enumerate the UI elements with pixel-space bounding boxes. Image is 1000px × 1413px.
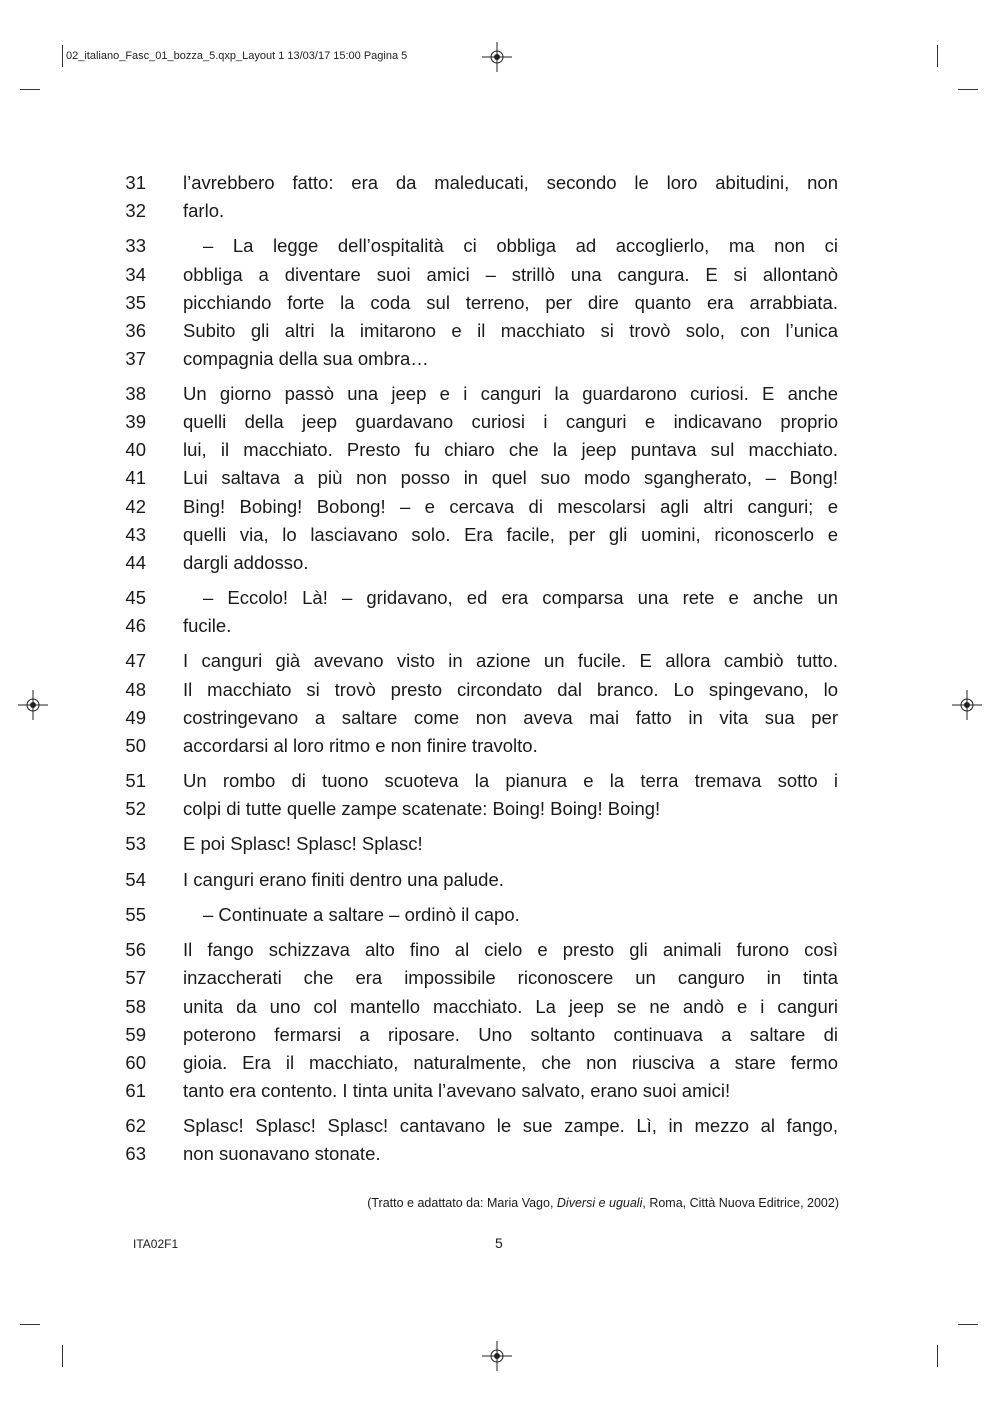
text-line: unita da uno col mantello macchiato. La jeep se ne andò e i canguri bbox=[183, 995, 838, 1017]
text-line: E poi Splasc! Splasc! Splasc! bbox=[183, 833, 423, 855]
line-number: 62 bbox=[125, 1115, 146, 1137]
registration-mark-icon bbox=[952, 690, 982, 720]
text-line: lui, il macchiato. Presto fu chiaro che la jeep puntava sul macchiato. bbox=[183, 439, 838, 461]
print-slug: 02_italiano_Fasc_01_bozza_5.qxp_Layout 1 13/03/17 15:00 Pagina 5 bbox=[66, 50, 408, 62]
line-number: 39 bbox=[125, 411, 146, 433]
line-number: 50 bbox=[125, 734, 146, 756]
line-number: 57 bbox=[125, 967, 146, 989]
text-line: – Eccolo! Là! – gridavano, ed era comparsa una rete e anche un bbox=[203, 587, 838, 608]
crop-mark bbox=[937, 1345, 938, 1367]
document-code: ITA02F1 bbox=[133, 1237, 179, 1251]
text-line: I canguri erano finiti dentro una palude. bbox=[183, 868, 504, 890]
crop-mark bbox=[62, 1345, 63, 1367]
line-number: 44 bbox=[125, 551, 146, 573]
crop-mark bbox=[20, 89, 40, 90]
text-line: picchiando forte la coda sul terreno, per dire quanto era arrabbiata. bbox=[183, 291, 838, 313]
line-number: 45 bbox=[125, 587, 146, 608]
crop-mark bbox=[958, 1324, 978, 1325]
line-number: 63 bbox=[125, 1143, 146, 1165]
text-line: farlo. bbox=[183, 200, 225, 222]
citation-suffix: , Roma, Città Nuova Editrice, 2002) bbox=[642, 1196, 839, 1210]
line-number: 61 bbox=[125, 1079, 146, 1101]
line-number: 47 bbox=[125, 650, 146, 672]
line-number: 53 bbox=[125, 833, 146, 855]
line-number: 49 bbox=[125, 706, 146, 728]
text-line: Bing! Bobing! Bobong! – e cercava di mescolarsi agli altri canguri; e bbox=[183, 495, 838, 517]
text-line: Un rombo di tuono scuoteva la pianura e la terra tremava sotto i bbox=[183, 770, 838, 791]
line-number: 43 bbox=[125, 523, 146, 545]
line-number: 41 bbox=[125, 467, 146, 489]
line-number: 40 bbox=[125, 439, 146, 461]
crop-mark bbox=[62, 45, 63, 67]
text-line: l’avrebbero fatto: era da maleducati, secondo le loro abitudini, non bbox=[183, 172, 838, 193]
text-line: poterono fermarsi a riposare. Uno soltanto continuava a saltare di bbox=[183, 1023, 838, 1045]
line-number: 35 bbox=[125, 291, 146, 313]
line-number: 56 bbox=[125, 939, 146, 961]
text-line: quelli via, lo lasciavano solo. Era facile, per gli uomini, riconoscerlo e bbox=[183, 523, 838, 545]
text-line: colpi di tutte quelle zampe scatenate: Boing! Boing! Boing! bbox=[183, 798, 661, 820]
line-number: 37 bbox=[125, 347, 146, 369]
text-line: obbliga a diventare suoi amici – strillò una cangura. E si allontanò bbox=[183, 263, 838, 285]
line-number: 32 bbox=[125, 200, 146, 222]
text-line: quelli della jeep guardavano curiosi i canguri e indicavano proprio bbox=[183, 411, 838, 433]
line-number: 60 bbox=[125, 1051, 146, 1073]
text-line: Splasc! Splasc! Splasc! cantavano le sue zampe. Lì, in mezzo al fango, bbox=[183, 1115, 838, 1137]
text-line: fucile. bbox=[183, 615, 232, 637]
text-line: compagnia della sua ombra… bbox=[183, 347, 429, 369]
text-line: Un giorno passò una jeep e i canguri la guardarono curiosi. E anche bbox=[183, 383, 838, 405]
line-number: 42 bbox=[125, 495, 146, 517]
line-number: 46 bbox=[125, 615, 146, 637]
registration-mark-icon bbox=[482, 1341, 512, 1371]
crop-mark bbox=[20, 1324, 40, 1325]
line-number: 59 bbox=[125, 1023, 146, 1045]
registration-mark-icon bbox=[482, 42, 512, 72]
source-citation bbox=[367, 1196, 839, 1210]
registration-mark-icon bbox=[18, 690, 48, 720]
text-line: – La legge dell’ospitalità ci obbliga ad accoglierlo, ma non ci bbox=[203, 235, 838, 257]
line-number: 36 bbox=[125, 319, 146, 341]
line-number: 51 bbox=[125, 770, 146, 791]
text-line: Il fango schizzava alto fino al cielo e presto gli animali furono così bbox=[183, 939, 838, 961]
text-line: – Continuate a saltare – ordinò il capo. bbox=[203, 904, 520, 925]
line-number: 54 bbox=[125, 868, 146, 890]
text-line: Lui saltava a più non posso in quel suo modo sgangherato, – Bong! bbox=[183, 467, 838, 489]
text-line: Subito gli altri la imitarono e il macchiato si trovò solo, con l’unica bbox=[183, 319, 838, 341]
line-number: 31 bbox=[125, 172, 146, 193]
citation-prefix: (Tratto e adattato da: Maria Vago, bbox=[367, 1196, 557, 1210]
text-line: accordarsi al loro ritmo e non finire travolto. bbox=[183, 734, 538, 756]
citation-title: Diversi e uguali bbox=[556, 1196, 643, 1210]
line-number: 33 bbox=[125, 235, 146, 257]
line-number: 48 bbox=[125, 678, 146, 700]
line-number: 55 bbox=[125, 904, 146, 925]
text-line: dargli addosso. bbox=[183, 551, 309, 573]
line-number: 38 bbox=[125, 383, 146, 405]
line-number: 58 bbox=[125, 995, 146, 1017]
crop-mark bbox=[958, 89, 978, 90]
text-line: I canguri già avevano visto in azione un fucile. E allora cambiò tutto. bbox=[183, 650, 838, 672]
line-number: 52 bbox=[125, 798, 146, 820]
crop-mark bbox=[937, 45, 938, 67]
line-number: 34 bbox=[125, 263, 146, 285]
text-line: inzaccherati che era impossibile riconoscere un canguro in tinta bbox=[183, 967, 838, 989]
text-line: tanto era contento. I tinta unita l’avevano salvato, erano suoi amici! bbox=[183, 1079, 731, 1101]
text-line: Il macchiato si trovò presto circondato dal branco. Lo spingevano, lo bbox=[183, 678, 838, 700]
page-number: 5 bbox=[495, 1235, 503, 1251]
text-line: gioia. Era il macchiato, naturalmente, che non riusciva a stare fermo bbox=[183, 1051, 838, 1073]
text-line: costringevano a saltare come non aveva mai fatto in vita sua per bbox=[183, 706, 838, 728]
text-line: non suonavano stonate. bbox=[183, 1143, 381, 1165]
